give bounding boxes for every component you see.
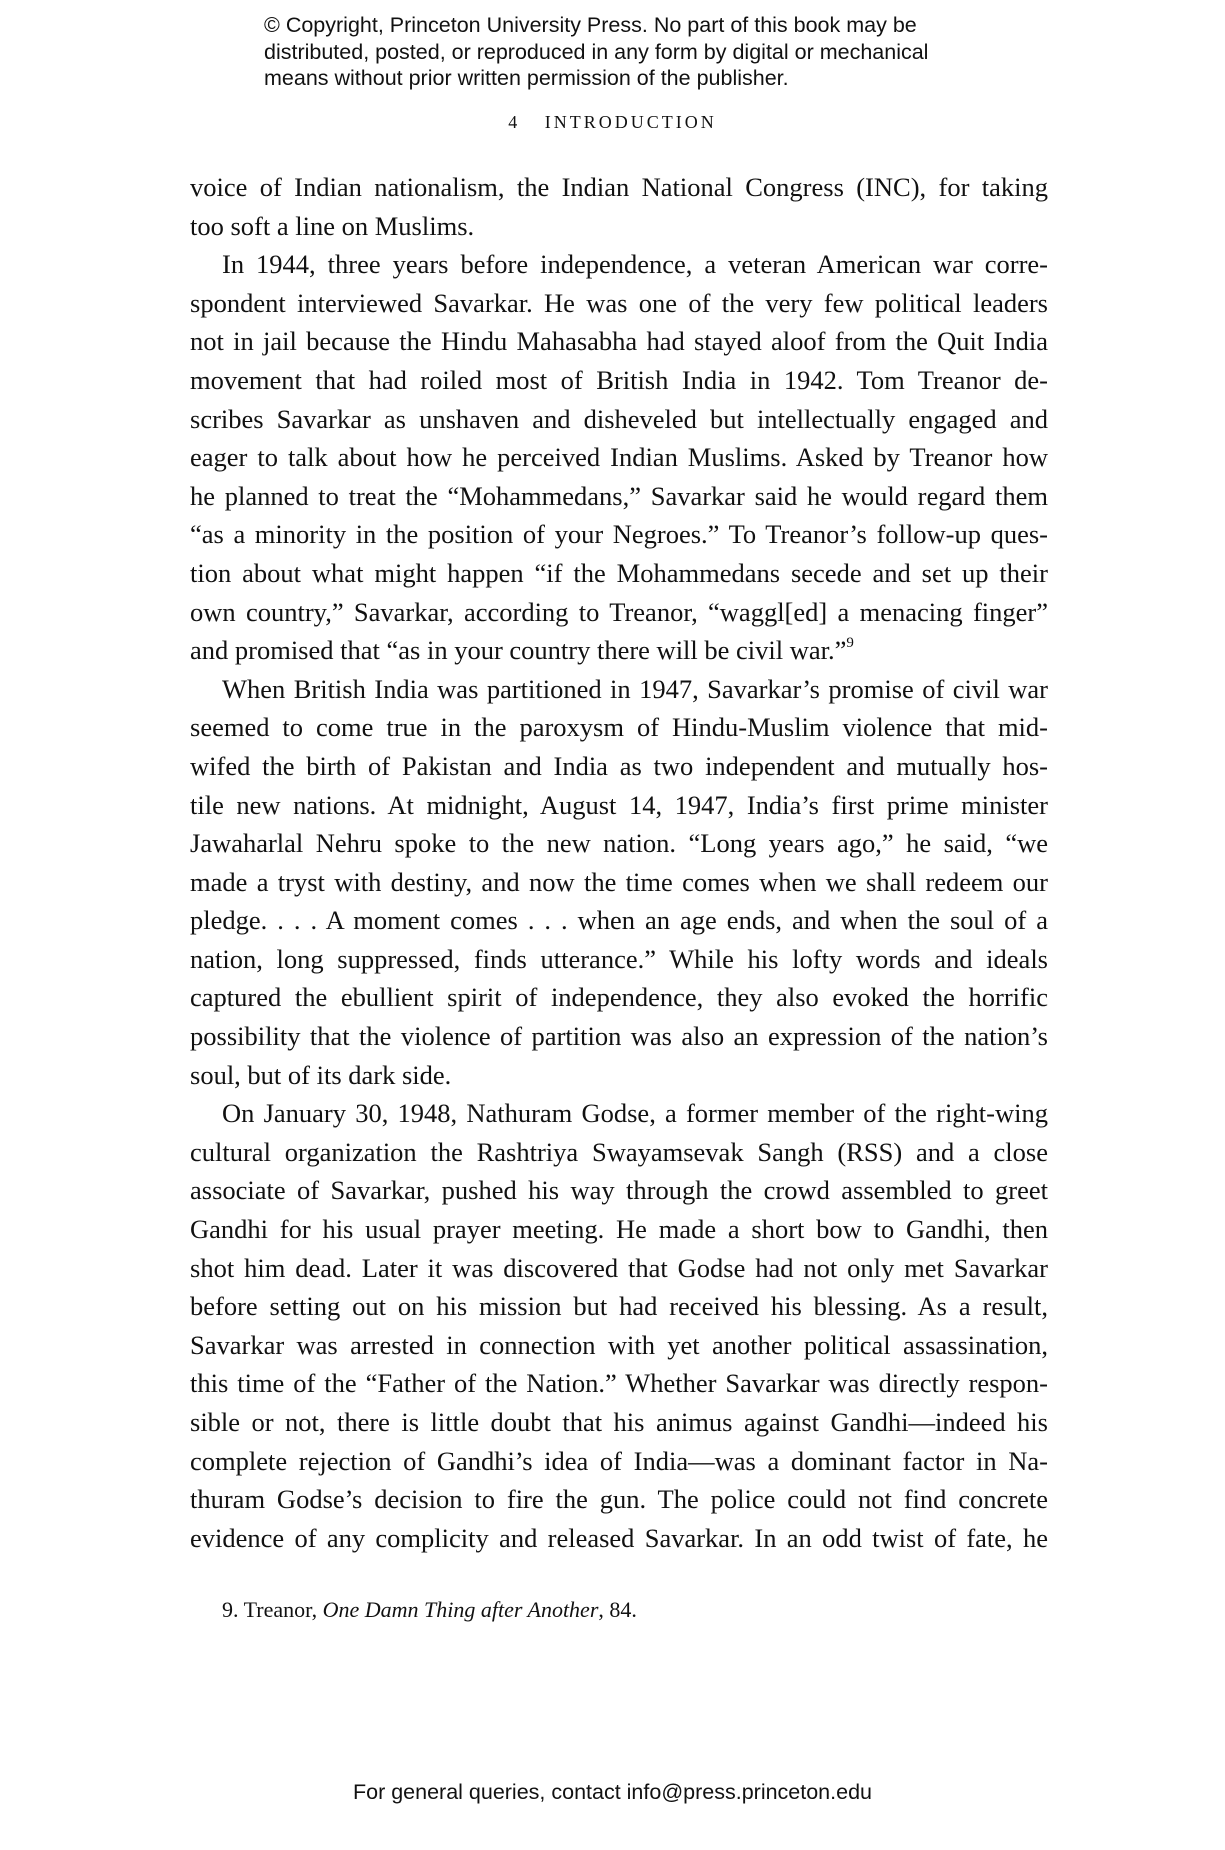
paragraph (190, 245, 1048, 670)
text-line: thuram Godse’s decision to fire the gun. The police could not find concrete (190, 1484, 1048, 1515)
text-line: evidence of any complicity and released Savarkar. In an odd twist of fate, he (190, 1522, 1048, 1553)
text-line: Jawaharlal Nehru spoke to the new nation. “Long years ago,” he said, “we (190, 828, 1048, 859)
running-head (0, 112, 1225, 133)
footnote-page: , 84. (598, 1597, 637, 1622)
copyright-notice (264, 12, 1024, 92)
text-line: seemed to come true in the paroxysm of Hindu-Muslim violence that mid- (190, 712, 1048, 743)
text-line: too soft a line on Muslims. (190, 210, 475, 241)
text-line: On January 30, 1948, Nathuram Godse, a former member of the right-wing (222, 1098, 1048, 1129)
footnote-reference[interactable]: 9 (846, 635, 854, 652)
contact-line: For general queries, contact info@press.princeton.edu (352, 1780, 872, 1804)
copyright-line: distributed, posted, or reproduced in any form by digital or mechanical (264, 39, 929, 64)
text-line: tile new nations. At midnight, August 14, 1947, India’s first prime minister (190, 789, 1048, 820)
text-line: “as a minority in the position of your Negroes.” To Treanor’s follow-up ques- (190, 519, 1048, 550)
text-line: pledge. . . . A moment comes . . . when an age ends, and when the soul of a (190, 905, 1048, 936)
text-line: spondent interviewed Savarkar. He was one of the very few political leaders (190, 287, 1048, 318)
text-line: tion about what might happen “if the Mohammedans secede and set up their (190, 557, 1048, 588)
text-line: eager to talk about how he perceived Indian Muslims. Asked by Treanor how (190, 442, 1048, 473)
text-line: own country,” Savarkar, according to Treanor, “waggl[ed] a menacing finger” (190, 596, 1048, 627)
paragraph (190, 670, 1048, 1095)
text-line: wifed the birth of Pakistan and India as two independent and mutually hos- (190, 750, 1048, 781)
body-text (190, 168, 1048, 1557)
text-line: possibility that the violence of partition was also an expression of the nation’s (190, 1021, 1048, 1052)
text-line: this time of the “Father of the Nation.” Whether Savarkar was directly respon- (190, 1368, 1048, 1399)
page-number: 4 (508, 112, 518, 132)
text-line: he planned to treat the “Mohammedans,” Savarkar said he would regard them (190, 480, 1048, 511)
text-line: In 1944, three years before independence, a veteran American war corre- (222, 249, 1048, 280)
text-line: Gandhi for his usual prayer meeting. He made a short bow to Gandhi, then (190, 1214, 1048, 1245)
text-line: Savarkar was arrested in connection with yet another political assassination, (190, 1329, 1048, 1360)
paragraph (190, 1094, 1048, 1557)
text-line: When British India was partitioned in 1947, Savarkar’s promise of civil war (222, 673, 1048, 704)
copyright-line: © Copyright, Princeton University Press. No part of this book may be (264, 13, 917, 37)
text-line: cultural organization the Rashtriya Swayamsevak Sangh (RSS) and a close (190, 1136, 1048, 1167)
text-line: voice of Indian nationalism, the Indian National Congress (INC), for taking (190, 172, 1048, 202)
text-line: and promised that “as in your country there will be civil war.”$^9$ (190, 635, 854, 666)
text-line: before setting out on his mission but had received his blessing. As a result, (190, 1291, 1048, 1322)
section-title: INTRODUCTION (544, 112, 717, 132)
text-line: scribes Savarkar as unshaven and disheveled but intellectually engaged and (190, 403, 1048, 434)
text-line: sible or not, there is little doubt that his animus against Gandhi—indeed his (190, 1407, 1048, 1437)
text-line: nation, long suppressed, finds utterance.” While his lofty words and ideals (190, 943, 1048, 974)
text-line: associate of Savarkar, pushed his way through the crowd assembled to greet (190, 1175, 1048, 1206)
text-line: made a tryst with destiny, and now the time comes when we shall redeem our (190, 866, 1048, 897)
paragraph (190, 168, 1048, 245)
footnote-author: Treanor, (243, 1597, 318, 1622)
footnote-number: 9. (222, 1597, 239, 1622)
text-line: movement that had roiled most of British India in 1942. Tom Treanor de- (190, 364, 1048, 395)
copyright-line: means without prior written permission of the publisher. (264, 66, 789, 90)
footnote (222, 1597, 637, 1623)
text-line: not in jail because the Hindu Mahasabha had stayed aloof from the Quit India (190, 326, 1048, 357)
text-line: captured the ebullient spirit of independence, they also evoked the horrific (190, 982, 1048, 1013)
text-line: complete rejection of Gandhi’s idea of India—was a dominant factor in Na- (190, 1445, 1048, 1476)
text-line: shot him dead. Later it was discovered that Godse had not only met Savarkar (190, 1252, 1048, 1283)
text-line: soul, but of its dark side. (190, 1059, 452, 1090)
footnote-title: One Damn Thing after Another (322, 1597, 599, 1622)
